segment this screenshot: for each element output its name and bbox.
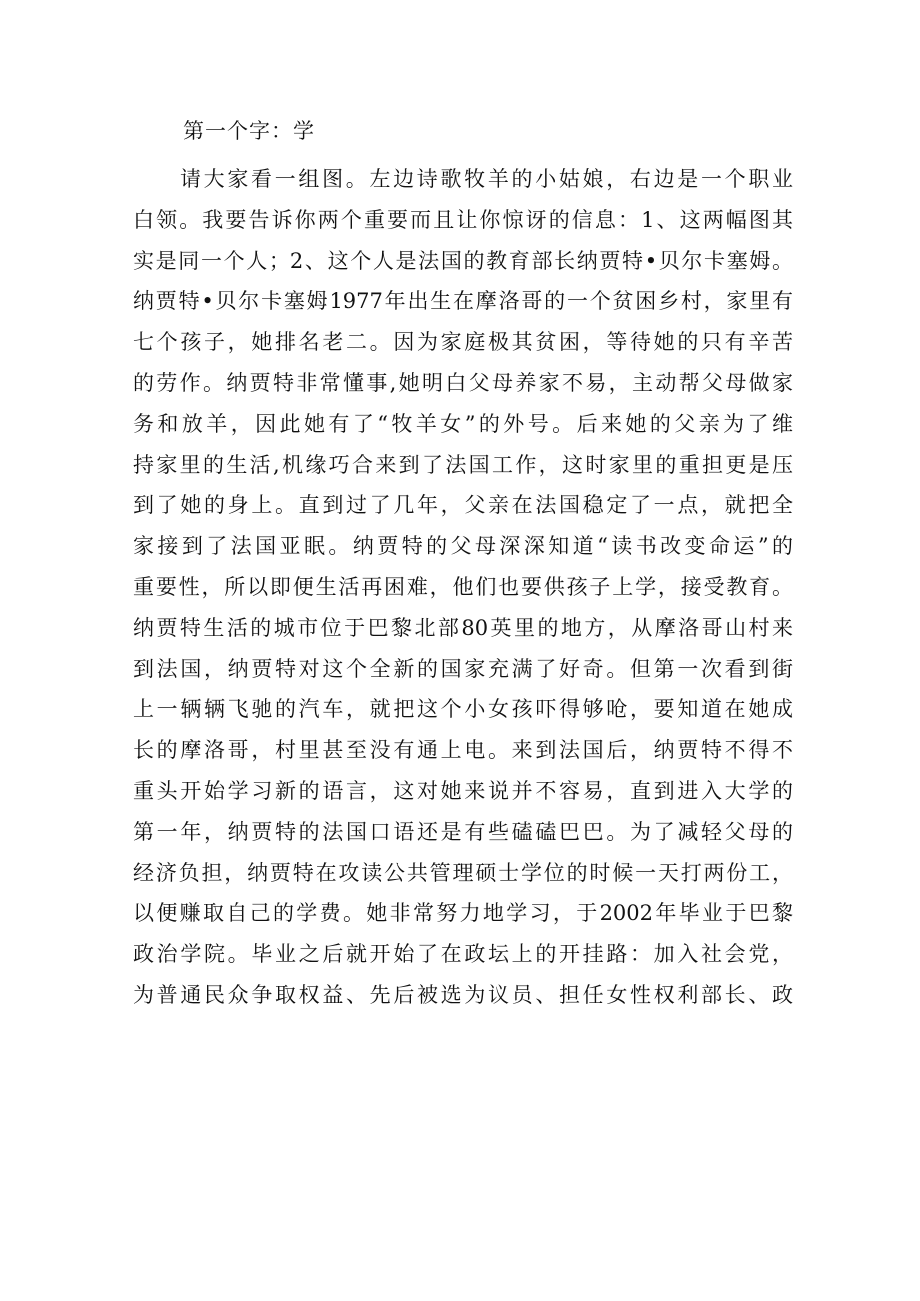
paragraph-line: 的劳作。纳贾特非常懂事,她明白父母养家不易，主动帮父母做家	[133, 370, 793, 395]
paragraph-line: 重要性，所以即便生活再困难，他们也要供孩子上学，接受教育。	[133, 574, 793, 599]
paragraph-line: 第一年，纳贾特的法国口语还是有些磕磕巴巴。为了减轻父母的	[133, 819, 793, 844]
paragraph-line: 七个孩子，她排名老二。因为家庭极其贫困，等待她的只有辛苦	[133, 330, 793, 355]
paragraph-line: 经济负担，纳贾特在攻读公共管理硕士学位的时候一天打两份工，	[133, 860, 793, 885]
paragraph-line: 到了她的身上。直到过了几年，父亲在法国稳定了一点，就把全	[133, 493, 793, 518]
paragraph-line: 持家里的生活,机缘巧合来到了法国工作，这时家里的重担更是压	[133, 452, 793, 477]
body-paragraph	[133, 159, 793, 1016]
paragraph-line: 白领。我要告诉你两个重要而且让你惊讶的信息：1、这两幅图其	[133, 207, 793, 232]
paragraph-line: 务和放羊，因此她有了“牧羊女”的外号。后来她的父亲为了维	[133, 411, 793, 436]
paragraph-line: 请大家看一组图。左边诗歌牧羊的小姑娘，右边是一个职业	[180, 167, 793, 191]
paragraph-line: 重头开始学习新的语言，这对她来说并不容易，直到进入大学的	[133, 778, 793, 803]
paragraph-line: 政治学院。毕业之后就开始了在政坛上的开挂路：加入社会党，	[133, 942, 793, 967]
paragraph-line: 纳贾特生活的城市位于巴黎北部80英里的地方，从摩洛哥山村来	[133, 615, 793, 640]
paragraph-line: 到法国，纳贾特对这个全新的国家充满了好奇。但第一次看到街	[133, 656, 793, 681]
paragraph-line: 纳贾特•贝尔卡塞姆1977年出生在摩洛哥的一个贫困乡村，家里有	[133, 289, 793, 314]
paragraph-line: 为普通民众争取权益、先后被选为议员、担任女性权利部长、政	[133, 982, 793, 1007]
paragraph-line: 上一辆辆飞驰的汽车，就把这个小女孩吓得够呛，要知道在她成	[133, 697, 793, 722]
paragraph-line: 家接到了法国亚眠。纳贾特的父母深深知道“读书改变命运”的	[133, 534, 793, 559]
section-heading: 第一个字：学	[183, 119, 315, 143]
paragraph-line: 长的摩洛哥，村里甚至没有通上电。来到法国后，纳贾特不得不	[133, 738, 793, 763]
paragraph-line: 以便赚取自己的学费。她非常努力地学习，于2002年毕业于巴黎	[133, 901, 793, 926]
paragraph-line: 实是同一个人；2、这个人是法国的教育部长纳贾特•贝尔卡塞姆。	[133, 248, 793, 273]
